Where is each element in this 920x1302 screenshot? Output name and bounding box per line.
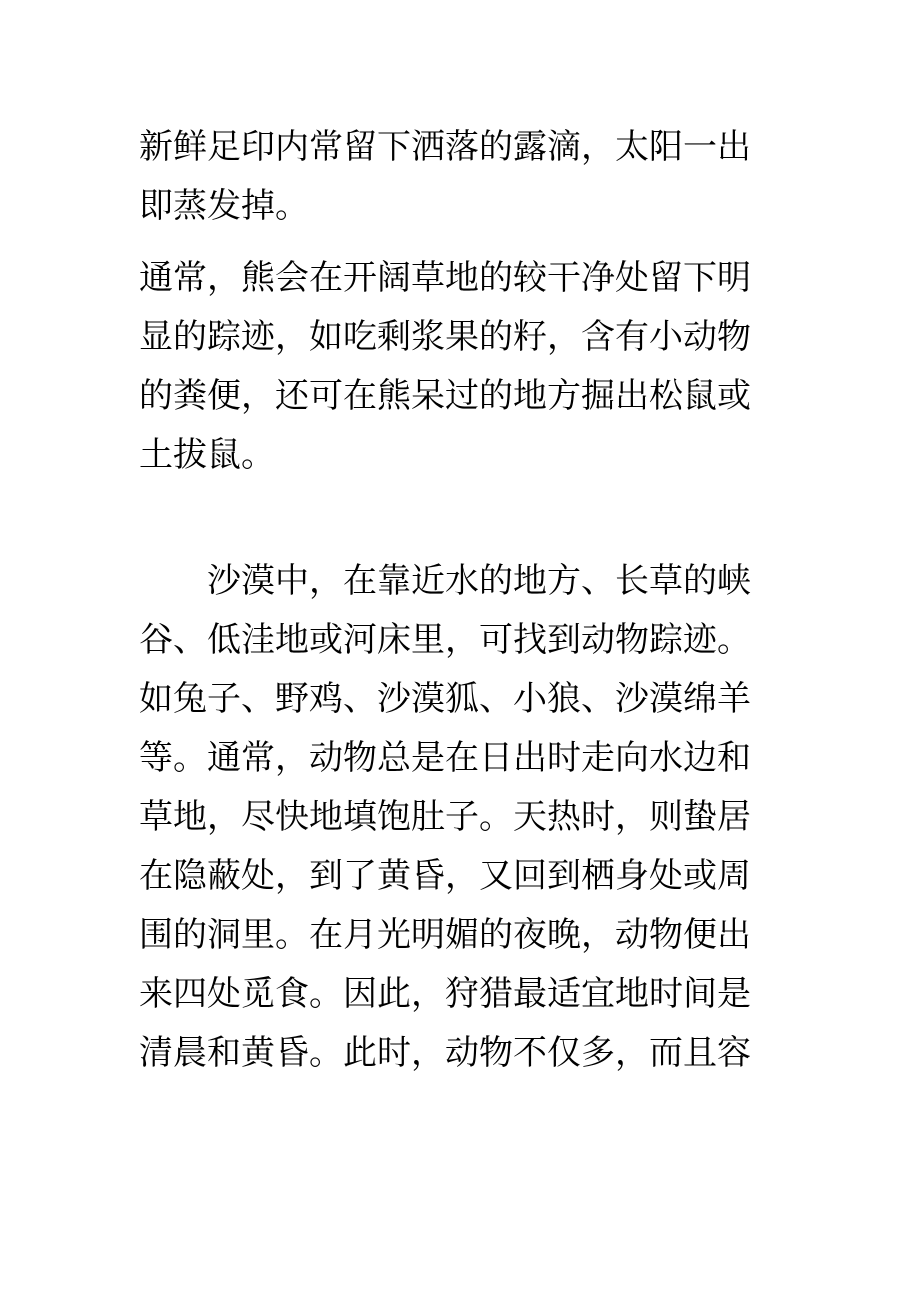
text-line: 新鲜足印内常留下洒落的露滴，太阳一出 [139,127,751,167]
text-line: 围的洞里。在月光明媚的夜晚，动物便出 [139,915,751,955]
text-line: 沙漠中，在靠近水的地方、长草的峡 [139,561,751,601]
text-line: 谷、低洼地或河床里，可找到动物踪迹。 [139,620,751,660]
text-line: 等。通常，动物总是在日出时走向水边和 [139,738,751,778]
text-line: 显的踪迹，如吃剩浆果的籽，含有小动物 [139,317,751,357]
paragraph-dew-footprints [139,118,759,236]
text-line: 来四处觅食。因此，狩猎最适宜地时间是 [139,974,751,1014]
text-line: 土拔鼠。 [139,435,275,475]
text-line: 如兔子、野鸡、沙漠狐、小狼、沙漠绵羊 [139,679,751,719]
text-line: 草地，尽快地填饱肚子。天热时，则蛰居 [139,797,751,837]
text-line: 通常，熊会在开阔草地的较干净处留下明 [139,258,751,298]
text-line: 的粪便，还可在熊呆过的地方掘出松鼠或 [139,376,751,416]
text-line: 在隐蔽处，到了黄昏，又回到栖身处或周 [139,856,751,896]
text-line: 即蒸发掉。 [139,186,309,226]
paragraph-bear-traces [139,249,759,485]
text-line: 清晨和黄昏。此时，动物不仅多，而且容 [139,1033,751,1073]
paragraph-desert-animals [139,552,759,1083]
